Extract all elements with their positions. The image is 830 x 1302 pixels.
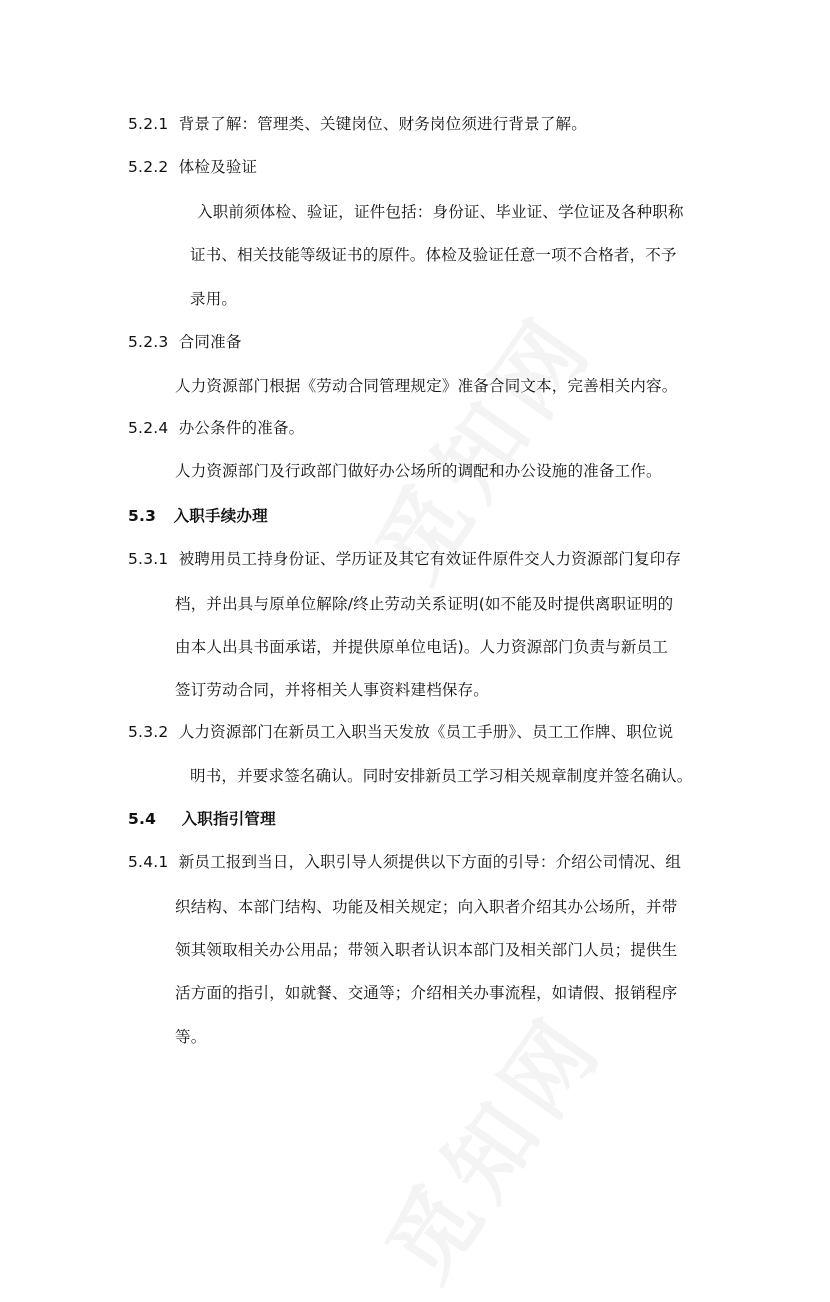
section-number: 5.4.1 [128,853,169,871]
paragraph-line: 等。 [175,1028,207,1046]
section-title: 合同准备 [178,333,242,351]
watermark-bottom [352,984,627,1302]
paragraph-line: 领其领取相关办公用品；带领入职者认识本部门及相关部门人员；提供生 [175,941,678,959]
paragraph-line: 证书、相关技能等级证书的原件。体检及验证任意一项不合格者，不予 [190,246,677,264]
section-5-4-heading [128,809,276,829]
section-5-2-1 [128,114,587,134]
paragraph-line: 人力资源部门及行政部门做好办公场所的调配和办公设施的准备工作。 [175,462,662,480]
section-text: 背景了解：管理类、关键岗位、财务岗位须进行背景了解。 [178,115,587,133]
section-5-3-2 [128,722,673,742]
section-number: 5.3.1 [128,550,169,568]
section-title: 体检及验证 [178,158,258,176]
section-number: 5.3.2 [128,723,169,741]
section-number: 5.4 [128,810,157,828]
paragraph-line: 录用。 [190,290,238,308]
section-5-2-2-heading [128,157,257,177]
paragraph-line: 被聘用员工持身份证、学历证及其它有效证件原件交人力资源部门复印存 [178,550,682,568]
paragraph-line: 入职前须体检、验证，证件包括：身份证、毕业证、学位证及各种职称 [197,203,684,221]
paragraph-line: 由本人出具书面承诺，并提供原单位电话)。人力资源部门负责与新员工 [175,638,668,656]
section-5-3-heading [128,506,268,526]
section-5-4-1 [128,852,681,872]
section-title: 入职手续办理 [173,507,268,525]
section-title: 办公条件的准备。 [178,419,305,437]
section-title: 入职指引管理 [181,810,276,828]
section-number: 5.2.3 [128,333,169,351]
section-5-3-1 [128,549,681,569]
paragraph-line: 织结构、本部门结构、功能及相关规定；向入职者介绍其办公场所，并带 [175,898,678,916]
section-5-2-4-heading [128,418,304,438]
paragraph-line: 活方面的指引，如就餐、交通等；介绍相关办事流程，如请假、报销程序 [175,984,678,1002]
paragraph-line: 明书，并要求签名确认。同时安排新员工学习相关规章制度并签名确认。 [190,767,693,785]
paragraph-line: 新员工报到当日，入职引导人须提供以下方面的引导：介绍公司情况、组 [178,853,682,871]
section-number: 5.2.4 [128,419,169,437]
paragraph-line: 人力资源部门根据《劳动合同管理规定》准备合同文本，完善相关内容。 [175,377,678,395]
paragraph-line: 签订劳动合同，并将相关人事资料建档保存。 [175,681,490,699]
section-5-2-3-heading [128,332,242,352]
paragraph-line: 档，并出具与原单位解除/终止劳动关系证明(如不能及时提供离职证明的 [175,595,674,613]
section-number: 5.2.2 [128,158,169,176]
section-number: 5.2.1 [128,115,169,133]
section-number: 5.3 [128,507,157,525]
paragraph-line: 人力资源部门在新员工入职当天发放《员工手册》、员工工作牌、职位说 [178,723,674,741]
